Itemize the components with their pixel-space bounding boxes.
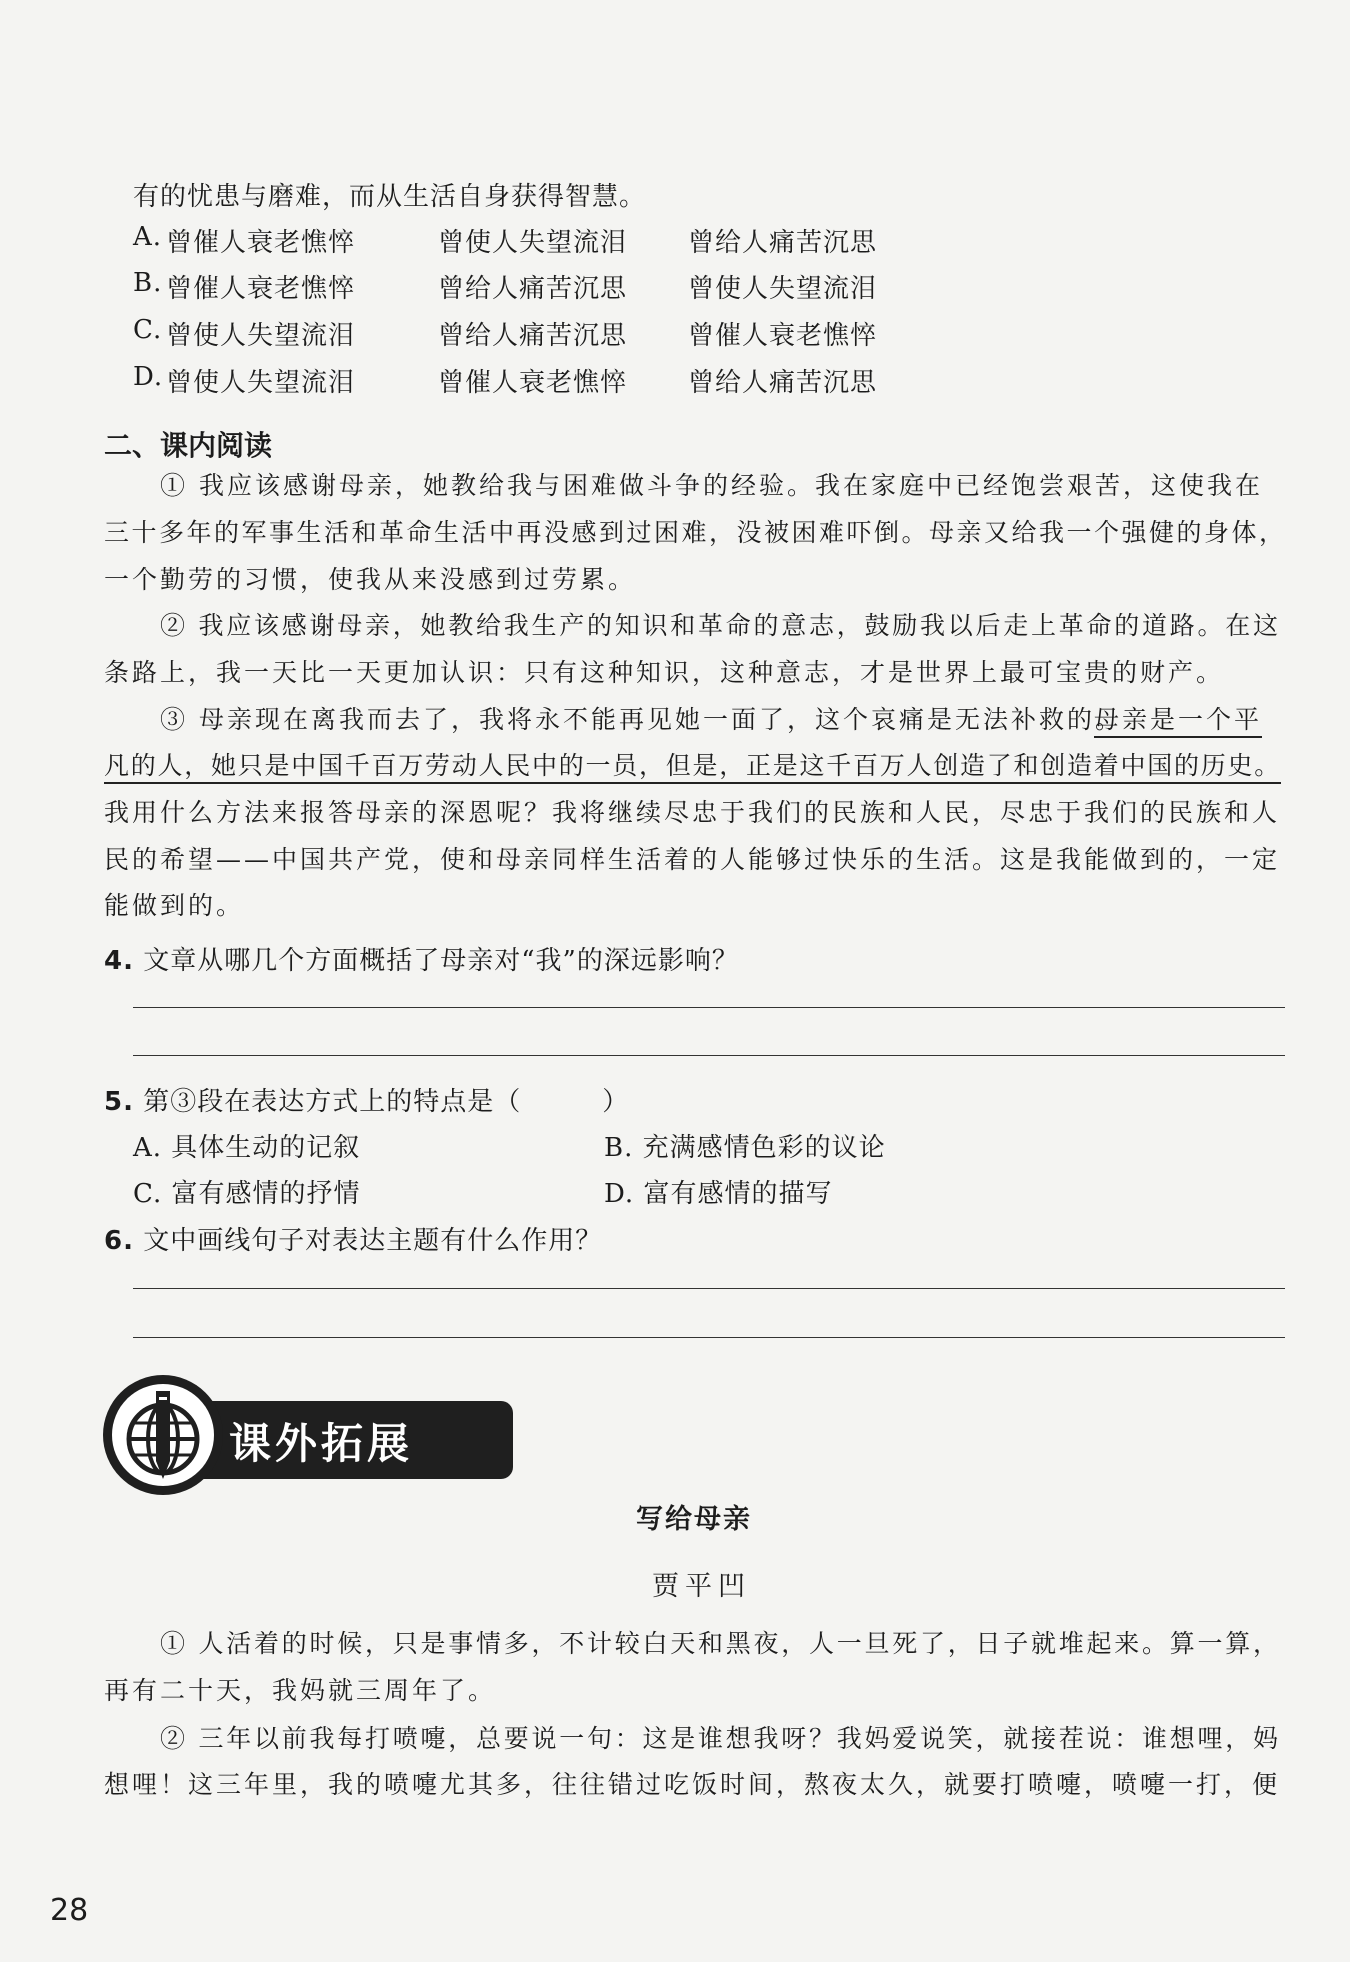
article-line: ② 三年以前我每打喷嚏，总要说一句：这是谁想我呀？我妈爱说笑，就接茬说：谁想哩，妈: [160, 1724, 1281, 1753]
option-phrase: 曾给人痛苦沉思: [688, 368, 878, 398]
option-letter: C.: [133, 315, 163, 345]
question-text: 文中画线句子对表达主题有什么作用？: [143, 1226, 603, 1256]
answer-line[interactable]: [133, 1337, 1285, 1338]
section-banner: [103, 1375, 423, 1501]
q5-option-c: C. 富有感情的抒情: [133, 1179, 361, 1209]
option-letter: A.: [133, 222, 163, 252]
page-number: 28: [50, 1893, 89, 1928]
answer-line[interactable]: [133, 1288, 1285, 1289]
q5-option-d: D. 富有感情的描写: [604, 1179, 833, 1209]
passage-line: ① 我应该感谢母亲，她教给我与困难做斗争的经验。我在家庭中已经饱尝艰苦，这使我在: [160, 471, 1263, 500]
passage-line: 一个勤劳的习惯，使我从来没感到过劳累。: [104, 565, 637, 594]
passage-line: 我用什么方法来报答母亲的深恩呢？我将继续尽忠于我们的民族和人民，尽忠于我们的民族和人: [104, 798, 1281, 827]
underlined-sentence: 母亲是一个平: [1094, 707, 1262, 738]
passage-line: 条路上，我一天比一天更加认识：只有这种知识，这种意志，才是世界上最可宝贵的财产。: [104, 658, 1225, 687]
question-4: [104, 940, 739, 977]
option-letter: B.: [133, 268, 163, 298]
option-phrase: 曾使人失望流泪: [166, 368, 356, 398]
question-number: 4.: [104, 946, 134, 976]
question-text: 文章从哪几个方面概括了母亲对“我”的深远影响？: [143, 946, 739, 976]
question-5: [104, 1081, 629, 1118]
underlined-sentence: 凡的人，她只是中国千百万劳动人民中的一员，但是，正是这千百万人创造了和创造着中国的历史。: [104, 753, 1281, 784]
banner-title: 课外拓展: [229, 1419, 414, 1468]
q5-option-b: B. 充满感情色彩的议论: [604, 1133, 886, 1163]
question-text: 第③段在表达方式上的特点是（ ）: [143, 1087, 630, 1117]
question-number: 5.: [104, 1087, 134, 1117]
option-phrase: 曾给人痛苦沉思: [438, 321, 628, 351]
q5-option-a: A. 具体生动的记叙: [133, 1133, 361, 1163]
article-line: 再有二十天，我妈就三周年了。: [104, 1676, 497, 1705]
banner-badge: [103, 1375, 223, 1495]
globe-pen-icon: [103, 1375, 223, 1495]
section-heading: 二、课内阅读: [104, 429, 273, 462]
answer-line[interactable]: [133, 1055, 1285, 1056]
passage-line: ③ 母亲现在离我而去了，我将永不能再见她一面了，这个哀痛是无法补救的。: [160, 705, 1123, 734]
article-line: 想哩！这三年里，我的喷嚏尤其多，往往错过吃饭时间，熬夜太久，就要打喷嚏，喷嚏一打，便: [104, 1770, 1281, 1799]
article-author: 贾平凹: [652, 1571, 751, 1602]
passage-line: 三十多年的军事生活和革命生活中再没感到过困难，没被困难吓倒。母亲又给我一个强健的身体，: [104, 518, 1287, 547]
passage-line: 能做到的。: [104, 891, 245, 920]
passage-line: 民的希望——中国共产党，使和母亲同样生活着的人能够过快乐的生活。这是我能做到的，一定: [104, 845, 1281, 874]
passage-line: ② 我应该感谢母亲，她教给我生产的知识和革命的意志，鼓励我以后走上革命的道路。在这: [160, 611, 1281, 640]
option-phrase: 曾催人衰老憔悴: [166, 274, 356, 304]
question-number: 6.: [104, 1226, 134, 1256]
option-letter: D.: [133, 362, 164, 392]
option-phrase: 曾催人衰老憔悴: [688, 321, 878, 351]
option-phrase: 曾使人失望流泪: [438, 228, 628, 258]
option-phrase: 曾催人衰老憔悴: [438, 368, 628, 398]
option-phrase: 曾使人失望流泪: [166, 321, 356, 351]
option-phrase: 曾给人痛苦沉思: [438, 274, 628, 304]
option-phrase: 曾使人失望流泪: [688, 274, 878, 304]
question-6: [104, 1220, 602, 1257]
article-line: ① 人活着的时候，只是事情多，不计较白天和黑夜，人一旦死了，日子就堆起来。算一算，: [160, 1629, 1281, 1658]
option-phrase: 曾给人痛苦沉思: [688, 228, 878, 258]
article-title: 写给母亲: [636, 1504, 752, 1535]
option-phrase: 曾催人衰老憔悴: [166, 228, 356, 258]
answer-line[interactable]: [133, 1007, 1285, 1008]
continuation-line: 有的忧患与磨难，而从生活自身获得智慧。: [133, 182, 647, 212]
